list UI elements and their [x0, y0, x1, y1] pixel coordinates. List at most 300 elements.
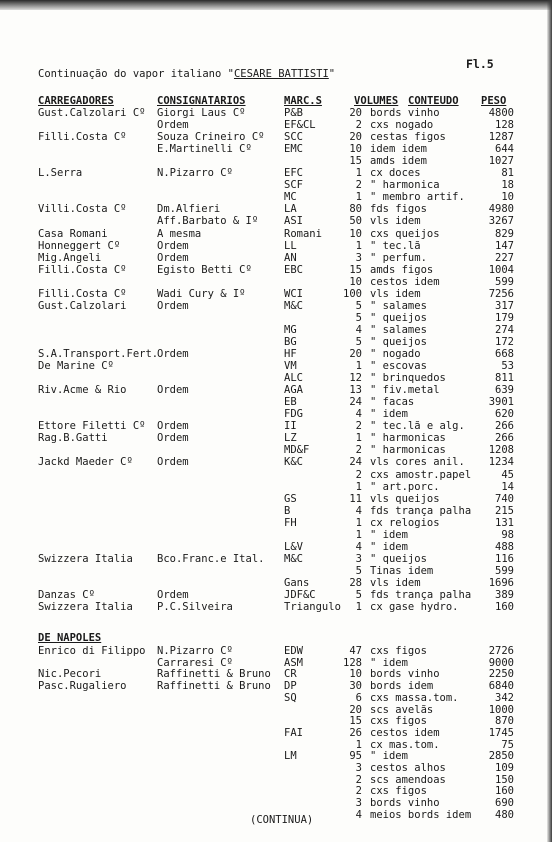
- mark-cell: WCI: [284, 287, 303, 300]
- content-cell: " harmonicas: [370, 444, 446, 457]
- volume-cell: 1: [355, 528, 362, 541]
- consignee-cell: E.Martinelli Cº: [157, 143, 252, 156]
- shipper-cell: Ettore Filetti Cº: [38, 420, 146, 433]
- weight-cell: 740: [495, 492, 514, 505]
- weight-cell: 274: [495, 323, 514, 336]
- volume-cell: 1: [355, 516, 362, 529]
- table-row: [0, 657, 552, 669]
- volume-cell: 4: [355, 540, 362, 553]
- consignee-cell: Dm.Alfieri: [157, 203, 221, 216]
- content-cell: meios bords idem: [370, 808, 472, 821]
- table-row: [0, 505, 552, 517]
- shipper-cell: Filli.Costa Cº: [38, 131, 127, 144]
- volume-cell: 10: [349, 227, 362, 240]
- content-cell: " queijos: [370, 335, 427, 348]
- volume-cell: 1: [355, 239, 362, 252]
- consignee-cell: A mesma: [157, 227, 202, 240]
- table-row: [0, 228, 552, 240]
- table-row: [0, 384, 552, 396]
- volume-cell: 10: [349, 668, 362, 681]
- shipper-cell: Danzas Cº: [38, 589, 95, 601]
- mark-cell: EMC: [284, 143, 303, 156]
- shipper-cell: Honneggert Cº: [38, 239, 121, 252]
- weight-cell: 2250: [488, 668, 514, 681]
- mark-cell: B: [284, 504, 291, 517]
- consignee-cell: P.C.Silveira: [157, 601, 233, 614]
- weight-cell: 870: [495, 715, 514, 728]
- header-consignees: CONSIGNATARIOS: [157, 95, 246, 107]
- mark-cell: MG: [284, 323, 297, 336]
- content-cell: " escovas: [370, 360, 427, 373]
- consignee-cell: Egisto Betti Cº: [157, 263, 252, 276]
- volume-cell: 15: [349, 263, 362, 276]
- table-row: [0, 456, 552, 468]
- volume-cell: 6: [355, 691, 362, 704]
- weight-cell: 1287: [488, 131, 514, 144]
- consignee-cell: Ordem: [157, 239, 189, 252]
- table-row: [0, 739, 552, 751]
- volume-cell: 20: [349, 348, 362, 360]
- volume-cell: 100: [343, 287, 362, 300]
- volume-cell: 5: [355, 335, 362, 348]
- table-row: [0, 131, 552, 143]
- volume-cell: 2: [355, 119, 362, 132]
- content-cell: cestos idem: [370, 726, 440, 739]
- volume-cell: 3: [355, 762, 362, 774]
- mark-cell: EBC: [284, 263, 303, 276]
- volume-cell: 10: [349, 275, 362, 288]
- shipper-cell: S.A.Transport.Fert.: [38, 348, 159, 360]
- volume-cell: 20: [349, 107, 362, 119]
- header-shippers: CARREGADORES: [38, 95, 114, 107]
- weight-cell: 4800: [488, 107, 514, 119]
- consignee-cell: Ordem: [157, 432, 189, 445]
- shipper-cell: Villi.Costa Cº: [38, 203, 127, 216]
- weight-cell: 599: [495, 275, 514, 288]
- mark-cell: EB: [284, 396, 297, 409]
- mark-cell: K&C: [284, 456, 303, 469]
- table-row: [0, 119, 552, 131]
- volume-cell: 1: [355, 480, 362, 493]
- continues-label: (CONTINUA): [250, 814, 314, 826]
- table-row: [0, 727, 552, 739]
- volume-cell: 30: [349, 680, 362, 693]
- volume-cell: 47: [349, 645, 362, 657]
- weight-cell: 342: [495, 691, 514, 704]
- weight-cell: 620: [495, 408, 514, 421]
- table-row: [0, 529, 552, 541]
- table-row: [0, 762, 552, 774]
- content-cell: cxs nogado: [370, 119, 434, 132]
- weight-cell: 668: [495, 348, 514, 360]
- consignee-cell: Ordem: [157, 251, 189, 264]
- volume-cell: 12: [349, 372, 362, 385]
- volume-cell: 4: [355, 323, 362, 336]
- content-cell: cx mas.tom.: [370, 738, 440, 751]
- table-row: [0, 240, 552, 252]
- content-cell: " queijos: [370, 552, 427, 565]
- weight-cell: 3901: [488, 396, 514, 409]
- content-cell: vls idem: [370, 287, 421, 300]
- table-row: [0, 541, 552, 553]
- volume-cell: 15: [349, 715, 362, 728]
- table-row: [0, 348, 552, 360]
- mark-cell: MC: [284, 191, 297, 204]
- volume-cell: 2: [355, 420, 362, 433]
- volume-cell: 1: [355, 191, 362, 204]
- folio-number: Fl.5: [466, 57, 494, 71]
- mark-cell: SCF: [284, 179, 303, 192]
- content-cell: cxs figos: [370, 645, 427, 657]
- volume-cell: 24: [349, 456, 362, 469]
- weight-cell: 480: [495, 808, 514, 821]
- mark-cell: ALC: [284, 372, 303, 385]
- weight-cell: 829: [495, 227, 514, 240]
- volume-cell: 15: [349, 155, 362, 168]
- table-row: [0, 252, 552, 264]
- mark-cell: SCC: [284, 131, 303, 144]
- table-row: [0, 396, 552, 408]
- content-cell: fds trança palha: [370, 589, 472, 601]
- table-row: [0, 565, 552, 577]
- table-row: [0, 143, 552, 155]
- weight-cell: 160: [495, 785, 514, 798]
- table-row: [0, 481, 552, 493]
- mark-cell: DP: [284, 680, 297, 693]
- table-row: [0, 704, 552, 716]
- table-row: [0, 797, 552, 809]
- weight-cell: 10: [501, 191, 514, 204]
- consignee-cell: Ordem: [157, 420, 189, 433]
- table-row: [0, 785, 552, 797]
- table-row: [0, 774, 552, 786]
- shipper-cell: Jackd Maeder Cº: [38, 456, 133, 469]
- table-row: [0, 577, 552, 589]
- mark-cell: II: [284, 420, 297, 433]
- weight-cell: 109: [495, 762, 514, 774]
- table-row: [0, 276, 552, 288]
- volume-cell: 3: [355, 552, 362, 565]
- content-cell: amds figos: [370, 263, 434, 276]
- mark-cell: AGA: [284, 384, 303, 397]
- table-row: [0, 288, 552, 300]
- content-cell: cxs figos: [370, 785, 427, 798]
- table-row: [0, 360, 552, 372]
- content-cell: cestos alhos: [370, 762, 446, 774]
- volume-cell: 3: [355, 251, 362, 264]
- volume-cell: 2: [355, 785, 362, 798]
- content-cell: " salames: [370, 299, 427, 312]
- table-row: [0, 420, 552, 432]
- table-row: [0, 372, 552, 384]
- table-row: [0, 517, 552, 529]
- volume-cell: 26: [349, 726, 362, 739]
- mark-cell: MD&F: [284, 444, 310, 457]
- volume-cell: 50: [349, 215, 362, 228]
- ship-name: CESARE BATTISTI: [233, 68, 329, 80]
- mark-cell: ASM: [284, 656, 303, 669]
- weight-cell: 1000: [488, 703, 514, 716]
- volume-cell: 1: [355, 432, 362, 445]
- volume-cell: 3: [355, 797, 362, 810]
- weight-cell: 1745: [488, 726, 514, 739]
- consignee-cell: Aff.Barbato & Iº: [157, 215, 259, 228]
- content-cell: " harmonicas: [370, 432, 446, 445]
- volume-cell: 1: [355, 738, 362, 751]
- content-cell: " idem: [370, 408, 408, 421]
- content-cell: amds idem: [370, 155, 427, 168]
- mark-cell: HF: [284, 348, 297, 360]
- weight-cell: 116: [495, 552, 514, 565]
- mark-cell: GS: [284, 492, 297, 505]
- weight-cell: 639: [495, 384, 514, 397]
- consignee-cell: Raffinetti & Bruno: [157, 680, 271, 693]
- content-cell: cxs queijos: [370, 227, 440, 240]
- consignee-cell: Ordem: [157, 384, 189, 397]
- shipper-cell: Rag.B.Gatti: [38, 432, 108, 445]
- weight-cell: 45: [501, 468, 514, 481]
- weight-cell: 172: [495, 335, 514, 348]
- title-suffix: ": [328, 68, 336, 80]
- consignee-cell: Ordem: [157, 589, 189, 601]
- consignee-cell: Ordem: [157, 348, 189, 360]
- weight-cell: 811: [495, 372, 514, 385]
- section-label: DE NAPOLES: [38, 632, 102, 644]
- content-cell: " queijos: [370, 311, 427, 324]
- content-cell: fds figos: [370, 203, 427, 216]
- volume-cell: 5: [355, 589, 362, 601]
- weight-cell: 317: [495, 299, 514, 312]
- scan-top-edge: [0, 0, 552, 10]
- mark-cell: EF&CL: [284, 119, 316, 132]
- volume-cell: 2: [355, 444, 362, 457]
- content-cell: " idem: [370, 528, 408, 541]
- content-cell: cxs massa.tom.: [370, 691, 459, 704]
- table-row: [0, 264, 552, 276]
- shipper-cell: Swizzera Italia: [38, 601, 133, 614]
- weight-cell: 53: [501, 360, 514, 373]
- content-cell: bords idem: [370, 680, 434, 693]
- volume-cell: 1: [355, 601, 362, 614]
- weight-cell: 131: [495, 516, 514, 529]
- title-prefix: Continuação do vapor italiano ": [38, 68, 234, 80]
- consignee-cell: Ordem: [157, 119, 189, 132]
- consignee-cell: Ordem: [157, 299, 189, 312]
- table-row: [0, 191, 552, 203]
- content-cell: bords vinho: [370, 668, 440, 681]
- mark-cell: Gans: [284, 576, 310, 589]
- weight-cell: 1208: [488, 444, 514, 457]
- table-row: [0, 432, 552, 444]
- content-cell: Tinas idem: [370, 564, 434, 577]
- volume-cell: 80: [349, 203, 362, 216]
- content-cell: scs avelãs: [370, 703, 434, 716]
- content-cell: cestas figos: [370, 131, 446, 144]
- mark-cell: Triangulo: [284, 601, 341, 614]
- consignee-cell: Bco.Franc.e Ital.: [157, 552, 265, 565]
- table-row: [0, 312, 552, 324]
- volume-cell: 5: [355, 311, 362, 324]
- table-row: [0, 493, 552, 505]
- content-cell: vls cores anil.: [370, 456, 465, 469]
- table-row: [0, 167, 552, 179]
- content-cell: " idem: [370, 656, 408, 669]
- mark-cell: L&V: [284, 540, 303, 553]
- volume-cell: 24: [349, 396, 362, 409]
- volume-cell: 4: [355, 408, 362, 421]
- volume-cell: 20: [349, 131, 362, 144]
- content-cell: fds trança palha: [370, 504, 472, 517]
- shipper-cell: Swizzera Italia: [38, 552, 133, 565]
- volume-cell: 5: [355, 299, 362, 312]
- weight-cell: 599: [495, 564, 514, 577]
- content-cell: cxs figos: [370, 715, 427, 728]
- weight-cell: 2850: [488, 750, 514, 763]
- shipper-cell: Mig.Angeli: [38, 251, 102, 264]
- volume-cell: 4: [355, 808, 362, 821]
- consignee-cell: Carraresi Cº: [157, 656, 233, 669]
- volume-cell: 5: [355, 564, 362, 577]
- consignee-cell: N.Pizarro Cº: [157, 645, 233, 657]
- weight-cell: 690: [495, 797, 514, 810]
- header-marks: MARC.S: [284, 95, 322, 107]
- content-cell: bords vinho: [370, 107, 440, 119]
- table-row: [0, 324, 552, 336]
- table-row: [0, 680, 552, 692]
- weight-cell: 215: [495, 504, 514, 517]
- weight-cell: 179: [495, 311, 514, 324]
- mark-cell: P&B: [284, 107, 303, 119]
- mark-cell: EDW: [284, 645, 303, 657]
- volume-cell: 10: [349, 143, 362, 156]
- weight-cell: 81: [501, 167, 514, 180]
- content-cell: cx relogios: [370, 516, 440, 529]
- shipper-cell: Filli.Costa Cº: [38, 287, 127, 300]
- content-cell: " facas: [370, 396, 415, 409]
- mark-cell: Romani: [284, 227, 322, 240]
- content-cell: idem idem: [370, 143, 427, 156]
- volume-cell: 1: [355, 167, 362, 180]
- mark-cell: SQ: [284, 691, 297, 704]
- table-row: [0, 155, 552, 167]
- consignee-cell: Wadi Cury & Iº: [157, 287, 246, 300]
- weight-cell: 2726: [488, 645, 514, 657]
- table-row: [0, 203, 552, 215]
- mark-cell: VM: [284, 360, 297, 373]
- content-cell: " fiv.metal: [370, 384, 440, 397]
- weight-cell: 9000: [488, 656, 514, 669]
- shipper-cell: Gust.Calzolari: [38, 299, 127, 312]
- consignee-cell: Giorgi Laus Cº: [157, 107, 246, 119]
- shipper-cell: Casa Romani: [38, 227, 108, 240]
- consignee-cell: Raffinetti & Bruno: [157, 668, 271, 681]
- weight-cell: 644: [495, 143, 514, 156]
- volume-cell: 2: [355, 468, 362, 481]
- volume-cell: 128: [343, 656, 362, 669]
- content-cell: vls idem: [370, 576, 421, 589]
- weight-cell: 18: [501, 179, 514, 192]
- volume-cell: 4: [355, 504, 362, 517]
- mark-cell: FH: [284, 516, 297, 529]
- table-row: [0, 589, 552, 601]
- content-cell: " tec.lã: [370, 239, 421, 252]
- weight-cell: 128: [495, 119, 514, 132]
- table-row: [0, 179, 552, 191]
- content-cell: cestos idem: [370, 275, 440, 288]
- content-cell: " tec.lã e alg.: [370, 420, 465, 433]
- mark-cell: JDF&C: [284, 589, 316, 601]
- table-row: [0, 715, 552, 727]
- weight-cell: 147: [495, 239, 514, 252]
- mark-cell: LA: [284, 203, 297, 216]
- mark-cell: CR: [284, 668, 297, 681]
- weight-cell: 1027: [488, 155, 514, 168]
- shipper-cell: L.Serra: [38, 167, 83, 180]
- weight-cell: 1234: [488, 456, 514, 469]
- content-cell: " perfum.: [370, 251, 427, 264]
- weight-cell: 389: [495, 589, 514, 601]
- shipper-cell: Riv.Acme & Rio: [38, 384, 127, 397]
- consignee-cell: Ordem: [157, 456, 189, 469]
- content-cell: cx gase hydro.: [370, 601, 459, 614]
- document-title: [38, 68, 335, 80]
- shipper-cell: Enrico di Filippo: [38, 645, 146, 657]
- shipper-cell: Gust.Calzolari Cº: [38, 107, 146, 119]
- content-cell: " harmonica: [370, 179, 440, 192]
- content-cell: bords vinho: [370, 797, 440, 810]
- weight-cell: 1004: [488, 263, 514, 276]
- content-cell: " art.porc.: [370, 480, 440, 493]
- consignee-cell: Souza Crineiro Cº: [157, 131, 265, 144]
- content-cell: " nogado: [370, 348, 421, 360]
- table-row: [0, 444, 552, 456]
- volume-cell: 28: [349, 576, 362, 589]
- table-row: [0, 750, 552, 762]
- volume-cell: 11: [349, 492, 362, 505]
- table-row: [0, 692, 552, 704]
- weight-cell: 160: [495, 601, 514, 614]
- header-weight: PESO: [481, 95, 507, 107]
- weight-cell: 488: [495, 540, 514, 553]
- content-cell: vls queijos: [370, 492, 440, 505]
- volume-cell: 2: [355, 179, 362, 192]
- volume-cell: 20: [349, 703, 362, 716]
- weight-cell: 3267: [488, 215, 514, 228]
- header-volumes: VOLUMES: [354, 95, 399, 107]
- weight-cell: 6840: [488, 680, 514, 693]
- content-cell: scs amendoas: [370, 773, 446, 786]
- mark-cell: FDG: [284, 408, 303, 421]
- volume-cell: 13: [349, 384, 362, 397]
- table-row: [0, 336, 552, 348]
- mark-cell: ASI: [284, 215, 303, 228]
- weight-cell: 266: [495, 432, 514, 445]
- weight-cell: 14: [501, 480, 514, 493]
- table-row: [0, 469, 552, 481]
- shipper-cell: Pasc.Rugaliero: [38, 680, 127, 693]
- mark-cell: LM: [284, 750, 297, 763]
- consignee-cell: N.Pizarro Cº: [157, 167, 233, 180]
- mark-cell: LZ: [284, 432, 297, 445]
- content-cell: cxs amostr.papel: [370, 468, 472, 481]
- table-row: [0, 601, 552, 613]
- table-row: [0, 553, 552, 565]
- content-cell: " membro artif.: [370, 191, 465, 204]
- volume-cell: 1: [355, 360, 362, 373]
- weight-cell: 1696: [488, 576, 514, 589]
- content-cell: " idem: [370, 750, 408, 763]
- weight-cell: 4980: [488, 203, 514, 216]
